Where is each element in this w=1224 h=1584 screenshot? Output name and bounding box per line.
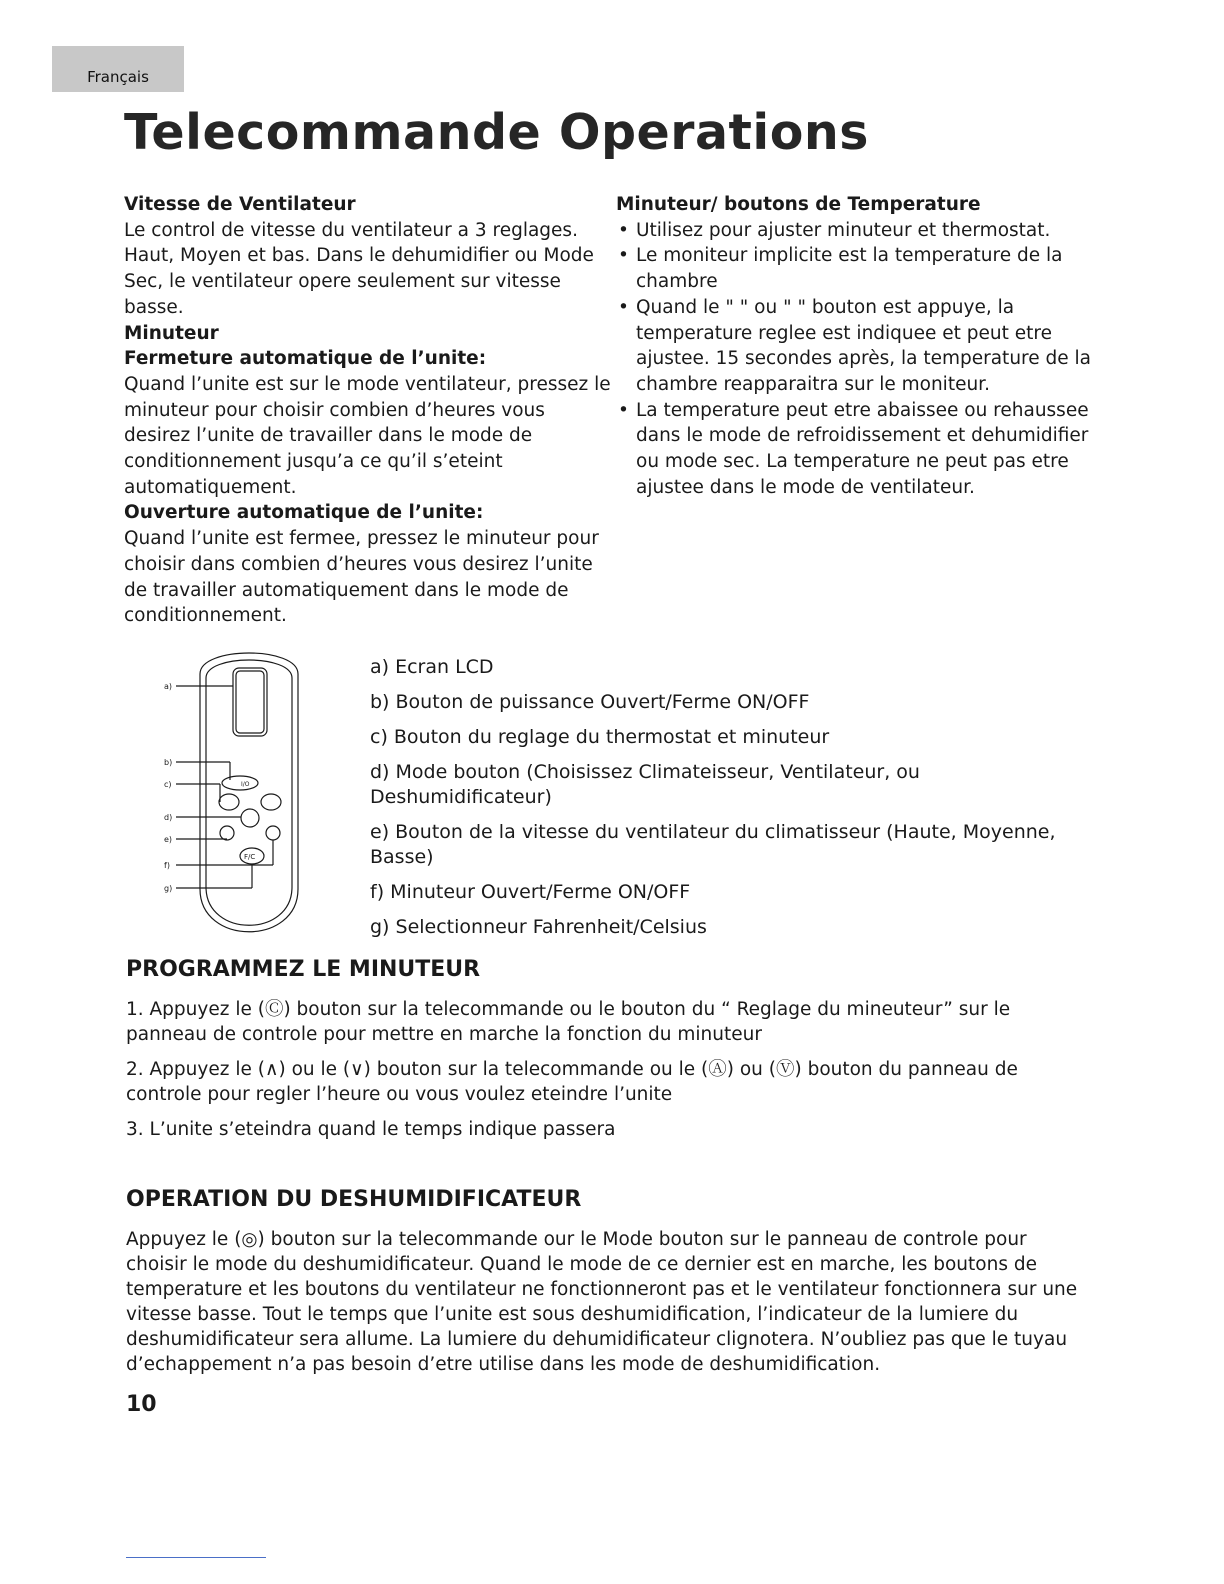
right-column (616, 192, 1096, 500)
callout-f: f) (164, 861, 170, 870)
callout-c: c) (164, 780, 172, 789)
auto-off-heading: Fermeture automatique de l’unite: (124, 348, 487, 370)
auto-off-text: Quand l’unite est sur le mode ventilateur, pressez le minuteur pour choisir combien d’heures vous desirez l’unite de travailler dans le mode de conditionnement jusqu’a ce qu’il s’eteint automatiquement. (124, 373, 611, 498)
language-tab (52, 46, 184, 92)
step-item: 3. L’unite s’eteindra quand le temps indique passera (126, 1119, 616, 1140)
up-button-icon (219, 794, 239, 810)
left-column (124, 192, 614, 629)
power-button-icon (222, 776, 258, 790)
dehumidifier-text: Appuyez le (◎) bouton sur la telecommande our le Mode bouton sur le panneau de controle pour choisir le mode du deshumidificateur. Quand le mode de ce dernier est en marche, les boutons de temperature et les boutons du ventilateur ne fonctionneront pas et le ventilateur fonctionnera sur une vitesse basse. Tout le temps que l’unite est sous deshumidification, l’indicateur de la lumiere du deshumidificateur sera allume. La lumiere du dehumidificateur clignotera. N’oubliez pas que le tuyau d’echappement n’a pas besoin d’etre utilise dans les mode de deshumidification. (126, 1229, 1078, 1375)
callout-b: b) (164, 758, 173, 767)
fan-speed-text: Le control de vitesse du ventilateur a 3 reglages. Haut, Moyen et bas. Dans le dehumidifier ou Mode Sec, le ventilateur opere seulement sur vitesse basse. (124, 219, 594, 318)
legend-item-c: c) Bouton du reglage du thermostat et minuteur (370, 726, 830, 748)
fan-speed-heading: Vitesse de Ventilateur (124, 194, 356, 215)
callout-d: d) (164, 813, 173, 822)
fc-button-label: F/C (244, 853, 256, 861)
legend-item-a: a) Ecran LCD (370, 656, 494, 678)
dehumidifier-heading: OPERATION DU DESHUMIDIFICATEUR (126, 1187, 582, 1212)
remote-control-diagram (160, 644, 310, 939)
callout-e: e) (164, 835, 173, 844)
legend-item-e: e) Bouton de la vitesse du ventilateur du climatisseur (Haute, Moyenne, Basse) (370, 821, 1056, 868)
step-item: 1. Appuyez le (Ⓒ) bouton sur la telecommande ou le bouton du “ Reglage du mineuteur” sur le panneau de controle pour mettre en marche la fonction du minuteur (126, 999, 1011, 1045)
callout-g: g) (164, 884, 173, 893)
fan-speed-button-icon (220, 826, 234, 840)
step-item: 2. Appuyez le (∧) ou le (∨) bouton sur la telecommande ou le (Ⓐ) ou (Ⓥ) bouton du panneau de controle pour regler l’heure ou vous voulez eteindre l’unite (126, 1059, 1018, 1105)
legend-item-g: g) Selectionneur Fahrenheit/Celsius (370, 916, 707, 938)
timer-temp-heading: Minuteur/ boutons de Temperature (616, 194, 981, 215)
down-button-icon (261, 794, 281, 810)
program-timer-steps (126, 997, 1086, 1152)
mode-button-icon (241, 809, 259, 827)
footer-divider (126, 1557, 266, 1558)
page-title: Telecommande Operations (124, 104, 869, 161)
timer-temp-list (616, 218, 1096, 501)
auto-on-heading: Ouverture automatique de l’unite: (124, 502, 484, 524)
remote-body-outline (200, 653, 298, 932)
program-timer-heading: PROGRAMMEZ LE MINUTEUR (126, 957, 481, 982)
legend-item-b: b) Bouton de puissance Ouvert/Ferme ON/OFF (370, 691, 810, 713)
power-button-label: I/O (241, 781, 250, 788)
list-item: • Utilisez pour ajuster minuteur et thermostat. (616, 218, 1096, 244)
list-item: • Le moniteur implicite est la temperature de la chambre (616, 243, 1096, 294)
timer-button-icon (266, 826, 280, 840)
legend-item-d: d) Mode bouton (Choisissez Climateisseur, Ventilateur, ou Deshumidificateur) (370, 761, 920, 808)
list-item: • La temperature peut etre abaissee ou rehaussee dans le mode de refroidissement et dehumidifier ou mode sec. La temperature ne peut pas etre ajustee dans le mode de ventilateur. (616, 398, 1096, 501)
list-item: • Quand le " " ou " " bouton est appuye, la temperature reglee est indiquee et peut etre ajustee. 15 secondes après, la temperature de la chambre reapparaitra sur le moniteur. (616, 295, 1096, 398)
timer-heading: Minuteur (124, 322, 219, 344)
auto-on-text: Quand l’unite est fermee, pressez le minuteur pour choisir dans combien d’heures vous desirez l’unite de travailler automatiquement dans le mode de conditionnement. (124, 528, 599, 627)
lcd-screen-icon (233, 668, 267, 736)
remote-inner-outline (206, 660, 292, 925)
callout-a: a) (164, 682, 173, 691)
page-number: 10 (126, 1392, 157, 1417)
language-label: Français (87, 68, 149, 86)
remote-legend (370, 655, 1100, 950)
legend-item-f: f) Minuteur Ouvert/Ferme ON/OFF (370, 881, 691, 903)
